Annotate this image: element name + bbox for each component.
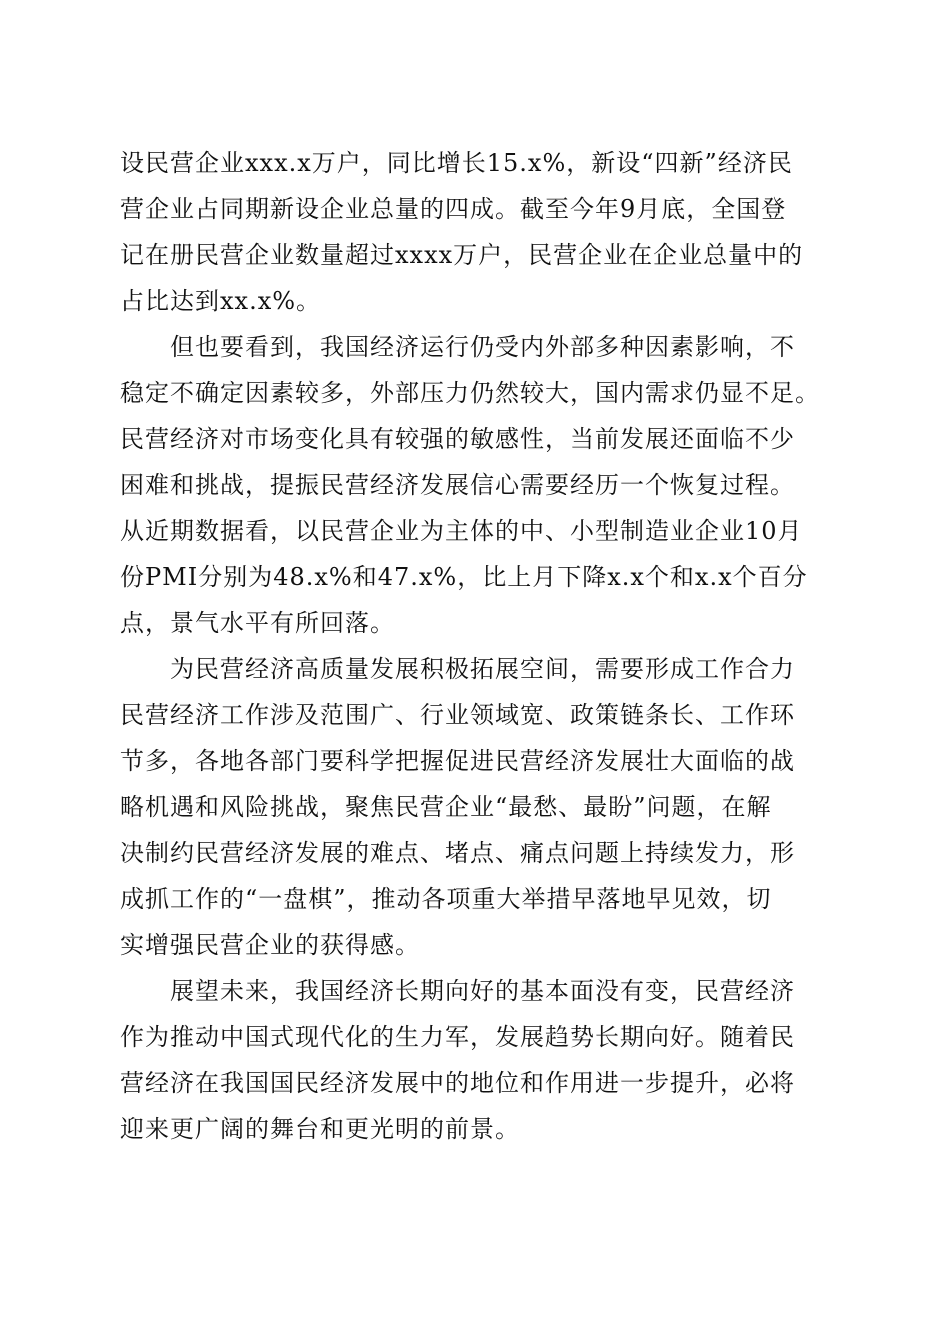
text-line: 困难和挑战，提振民营经济发展信心需要经历一个恢复过程。 [120,471,795,499]
text-line: 展望未来，我国经济长期向好的基本面没有变，民营经济 [170,977,795,1005]
paragraph-3 [120,646,832,968]
text-line: 为民营经济高质量发展积极拓展空间，需要形成工作合力 [170,655,795,683]
text-line: 点，景气水平有所回落。 [120,609,395,637]
text-line: 但也要看到，我国经济运行仍受内外部多种因素影响，不 [170,333,795,361]
paragraph-1 [120,140,832,324]
text-line: 作为推动中国式现代化的生力军，发展趋势长期向好。随着民 [120,1023,795,1051]
text-line: 稳定不确定因素较多，外部压力仍然较大，国内需求仍显不足。 [120,379,820,407]
text-line: 略机遇和风险挑战，聚焦民营企业“最愁、最盼”问题，在解 [120,793,772,821]
text-line: 营企业占同期新设企业总量的四成。截至今年9月底，全国登 [120,195,787,223]
text-line: 民营经济工作涉及范围广、行业领域宽、政策链条长、工作环 [120,701,795,729]
text-line: 设民营企业xxx.x万户，同比增长15.x%，新设“四新”经济民 [120,149,793,177]
paragraph-2 [120,324,832,646]
text-line: 实增强民营企业的获得感。 [120,931,420,959]
text-line: 占比达到xx.x%。 [120,287,322,315]
text-line: 迎来更广阔的舞台和更光明的前景。 [120,1115,520,1143]
text-line: 决制约民营经济发展的难点、堵点、痛点问题上持续发力，形 [120,839,795,867]
text-line: 成抓工作的“一盘棋”，推动各项重大举措早落地早见效，切 [120,885,772,913]
text-line: 从近期数据看，以民营企业为主体的中、小型制造业企业10月 [120,517,803,545]
paragraph-4 [120,968,832,1152]
text-line: 营经济在我国国民经济发展中的地位和作用进一步提升，必将 [120,1069,795,1097]
text-line: 份PMI分别为48.x%和47.x%，比上月下降x.x个和x.x个百分 [120,563,808,591]
text-line: 民营经济对市场变化具有较强的敏感性，当前发展还面临不少 [120,425,795,453]
text-line: 节多，各地各部门要科学把握促进民营经济发展壮大面临的战 [120,747,795,775]
document-body [120,140,832,1152]
text-line: 记在册民营企业数量超过xxxx万户，民营企业在企业总量中的 [120,241,804,269]
